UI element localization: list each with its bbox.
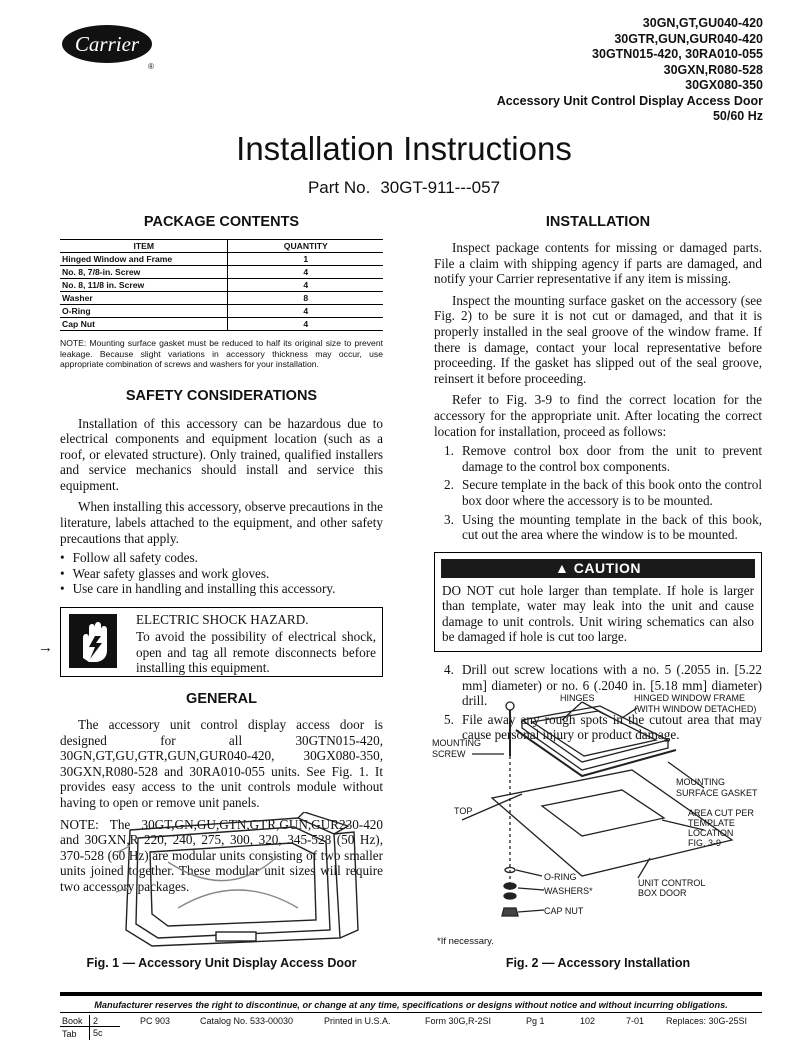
product-name: Accessory Unit Control Display Access Door <box>496 93 763 108</box>
label-screw: MOUNTING <box>432 738 481 748</box>
package-table <box>60 239 383 331</box>
fig1-door-illustration <box>108 812 378 947</box>
list-item: • Use care in handling and installing this accessory. <box>60 581 383 597</box>
label-top: TOP <box>454 806 473 816</box>
tab-row <box>60 1026 120 1041</box>
label-washers: WASHERS* <box>544 886 593 896</box>
table-row <box>60 318 383 331</box>
label-capnut: CAP NUT <box>544 906 584 916</box>
caution-text: DO NOT cut hole larger than template. If hole is larger than template, water may leak into the unit and cause damage to unit controls. Unit wiring schematics can also be damaged if hole is cut too large. <box>442 582 754 645</box>
step-number: 4. <box>444 662 454 678</box>
step-number: 5. <box>444 711 454 727</box>
book-value: 2 <box>89 1015 98 1028</box>
label-gasket-sub: SURFACE GASKET <box>676 788 758 798</box>
list-item <box>434 512 762 543</box>
package-heading: PACKAGE CONTENTS <box>143 214 300 230</box>
general-note: NOTE: The 30GT,GN,GU,GTN,GTR,GUN,GUR230-420 and 30GXN,R 220, 240, 275, 300, 320, 345-528 (50 Hz), 370-528 (60 Hz) are modular units consisting of two smaller units joined together. These modular unit sizes will require two accessory packages. <box>60 816 383 894</box>
replaces: Replaces: 30G-25SI <box>666 1016 748 1026</box>
install-paragraph: Inspect the mounting surface gasket on the accessory (see Fig. 2) to be sure it is not cut or damaged, and that it is properly installed in the seal groove of the window frame. If there is damage, contact your local representative before proceeding. If the gasket has slipped out of the seal groove, reinsert it before proceeding. <box>434 292 762 386</box>
tab-value: 5c <box>89 1027 103 1040</box>
label-hinges: HINGES <box>560 693 595 703</box>
model-list <box>497 16 763 125</box>
label-frame-sub: (WITH WINDOW DETACHED) <box>634 704 757 714</box>
model-line: 30GTN015-420, 30RA010-055 <box>592 47 763 61</box>
fig2-footnote: *If necessary. <box>437 936 494 947</box>
label-gasket: MOUNTING <box>676 777 725 787</box>
label-door-sub: BOX DOOR <box>638 888 687 898</box>
qty-cell: 8 <box>228 292 383 305</box>
column-header: ITEM <box>60 240 228 253</box>
right-column <box>434 214 762 746</box>
step-number: 3. <box>444 511 454 527</box>
change-marker-arrow: → <box>38 640 53 656</box>
list-item <box>434 443 762 474</box>
step-text: Secure template in the back of this book onto the control box door where the accessory is to be mounted. <box>462 477 762 508</box>
label-area: AREA CUT PER <box>688 808 754 818</box>
date: 7-01 <box>626 1016 645 1026</box>
list-item <box>434 477 762 508</box>
pc-number: PC 903 <box>140 1016 171 1026</box>
column-header: QUANTITY <box>228 240 383 253</box>
install-steps <box>434 443 762 543</box>
fig2-caption: Fig. 2 — Accessory Installation <box>505 956 691 970</box>
step-text: Using the mounting template in the back of this book, cut out the area where the window is to be mounted. <box>462 511 762 543</box>
qty-cell: 4 <box>228 279 383 292</box>
install-paragraph: Inspect package contents for missing or damaged parts. File a claim with shipping agency if parts are damaged, and notify your Carrier representative if any item is missing. <box>434 240 762 287</box>
table-row <box>60 266 383 279</box>
qty-cell: 4 <box>228 318 383 331</box>
label-oring: O-RING <box>544 872 577 882</box>
carrier-logo <box>60 22 158 72</box>
printed-in: Printed in U.S.A. <box>324 1016 391 1026</box>
model-line: 30GTR,GUN,GUR040-420 <box>614 31 763 46</box>
item-cell: Hinged Window and Frame <box>60 253 228 266</box>
part-number <box>0 178 808 198</box>
table-row <box>60 253 383 266</box>
label-area-3: LOCATION <box>688 828 734 838</box>
table-header-row <box>60 240 383 253</box>
caution-label: CAUTION <box>573 559 642 576</box>
general-heading: GENERAL <box>186 691 257 708</box>
code-number: 102 <box>580 1016 596 1026</box>
warning-triangle-icon: ▲ <box>554 559 574 576</box>
footer-bar <box>60 1012 762 1027</box>
step-number: 2. <box>444 477 454 493</box>
package-note: NOTE: Mounting surface gasket must be reduced to half its original size to prevent leakage. Because slight variations in accessory thickness may occur, use appropriate combination of screws and washers for your installation. <box>60 338 383 369</box>
label-frame: HINGED WINDOW FRAME <box>634 693 745 703</box>
shock-text <box>136 612 376 675</box>
page-title: Installation Instructions <box>236 130 572 167</box>
label-door: UNIT CONTROL <box>638 878 706 888</box>
catalog-number: Catalog No. 533-00030 <box>200 1016 294 1026</box>
model-line: 30GN,GT,GU040-420 <box>642 16 763 30</box>
table-row <box>60 292 383 305</box>
table-row <box>60 305 383 318</box>
left-column <box>60 214 383 899</box>
caution-box <box>434 552 762 652</box>
step-number: 1. <box>444 443 454 459</box>
form-number: Form 30G,R-2SI <box>425 1016 492 1026</box>
logo-text: Carrier <box>74 32 140 56</box>
caution-banner <box>441 559 755 578</box>
part-label: Part No. <box>307 178 371 197</box>
shock-body: To avoid the possibility of electrical shock, open and tag all remote disconnects before installing this equipment. <box>136 629 376 675</box>
book-label: Book <box>62 1016 83 1026</box>
installation-heading: INSTALLATION <box>545 214 651 230</box>
electric-shock-icon <box>69 614 117 668</box>
model-line: 30GX080-350 <box>685 78 763 92</box>
item-cell: O-Ring <box>60 305 228 318</box>
fig2-exploded-diagram <box>432 690 762 938</box>
model-line: 30GXN,R080-528 <box>663 62 763 77</box>
install-paragraph: Refer to Fig. 3-9 to find the correct location for the accessory for the appropriate unit. After locating the correct location for installation, proceed as follows: <box>434 392 762 439</box>
general-paragraph: The accessory unit control display access door is designed for all 30GTN015-420, 30GN,GT,GU,GTR,GUN,GUR040-420, 30GX080-350, 30GXN,R080-528 and 30RA010-055 units. See Fig. 1. It provides easy access to the unit controls module without having to open or remove unit panels. <box>60 717 383 810</box>
safety-heading: SAFETY CONSIDERATIONS <box>125 387 318 404</box>
step-text: Drill out screw locations with a no. 5 (.2055 in. [5.22 mm] diameter) or no. 6 (.2040 in. [5.18 mm] diameter) drill. <box>462 662 762 709</box>
qty-cell: 1 <box>228 253 383 266</box>
footer-disclaimer: Manufacturer reserves the right to discontinue, or change at any time, specifications or designs without notice and without incurring obligations. <box>94 1000 728 1010</box>
shock-hazard-box <box>60 607 383 677</box>
item-cell: Washer <box>60 292 228 305</box>
list-item: • Follow all safety codes. <box>60 550 383 566</box>
safety-paragraph: When installing this accessory, observe precautions in the literature, labels attached to the equipment, and other safety precautions that apply. <box>60 499 383 546</box>
part-value: 30GT-911---057 <box>380 178 501 197</box>
list-item: • Wear safety glasses and work gloves. <box>60 566 383 582</box>
safety-bullets <box>60 550 383 597</box>
label-area-2: TEMPLATE <box>688 818 735 828</box>
label-screw-sub: SCREW <box>432 749 466 759</box>
safety-paragraph: Installation of this accessory can be hazardous due to electrical components and equipment location (such as a roof, or elevated structure). Only trained, qualified installers and service mechanics should install and service this equipment. <box>60 415 383 493</box>
registered-mark: ® <box>148 62 154 71</box>
label-area-4: FIG. 3-9 <box>688 838 722 848</box>
qty-cell: 4 <box>228 266 383 279</box>
frequency: 50/60 Hz <box>712 109 763 123</box>
item-cell: Cap Nut <box>60 318 228 331</box>
item-cell: No. 8, 7/8-in. Screw <box>60 266 228 279</box>
step-text: Remove control box door from the unit to prevent damage to the control box components. <box>462 443 762 474</box>
footer-rule <box>60 992 762 996</box>
step-text: File away any rough spots in the cutout area that may cause personal injury or product damage. <box>462 711 762 743</box>
tab-label: Tab <box>62 1029 77 1039</box>
table-row <box>60 279 383 292</box>
fig1-caption: Fig. 1 — Accessory Unit Display Access Door <box>86 956 357 970</box>
page-number: Pg 1 <box>526 1016 545 1026</box>
item-cell: No. 8, 11/8 in. Screw <box>60 279 228 292</box>
qty-cell: 4 <box>228 305 383 318</box>
shock-title: ELECTRIC SHOCK HAZARD. <box>136 612 309 628</box>
